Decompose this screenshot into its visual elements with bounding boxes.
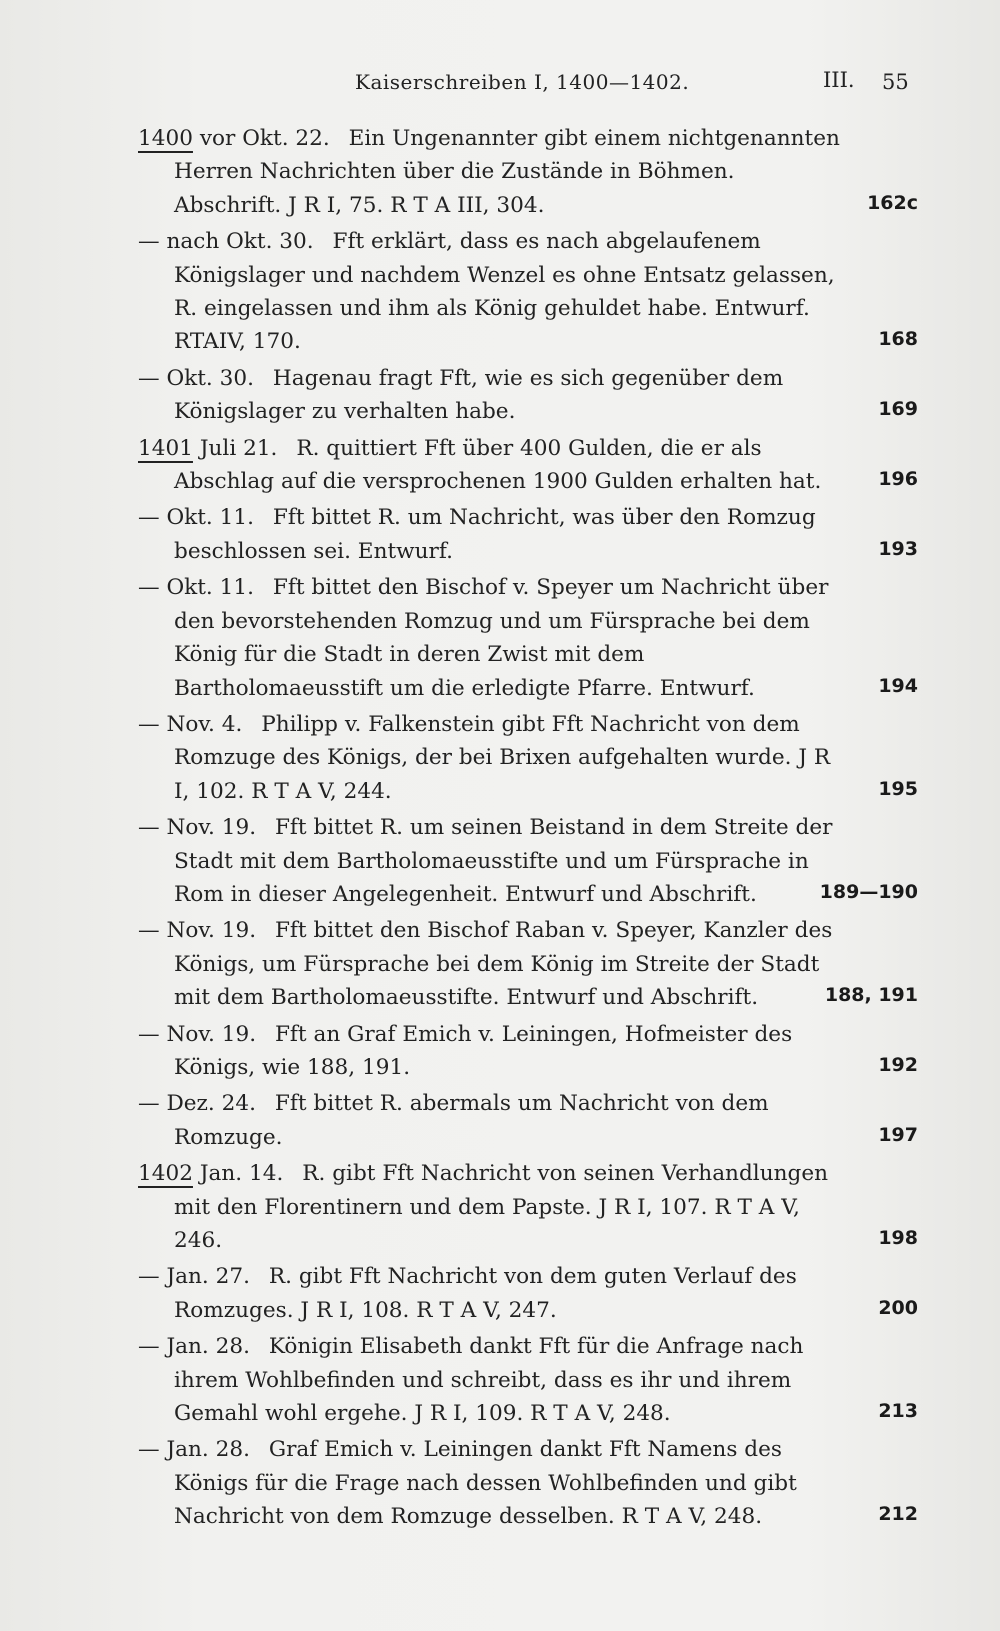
entry-text: Fft bittet R. um Nachricht, was über den Romzug beschlossen sei. Entwurf. — [174, 505, 816, 564]
entry-number: 169 — [878, 398, 918, 421]
entry-date: — Nov. 19. — [138, 1021, 257, 1047]
entry-text: Königin Elisabeth dankt Fft für die Anfrage nach ihrem Wohlbefinden und schreibt, dass es ihr und ihrem Gemahl wohl ergehe. J R I, 109. R T A V, 248. — [174, 1334, 804, 1427]
regest-entry — [138, 1018, 918, 1085]
entry-text: Fft an Graf Emich v. Leiningen, Hofmeister des Königs, wie 188, 191. — [174, 1021, 793, 1080]
regest-entry — [138, 1260, 918, 1327]
entry-text: R. quittiert Fft über 400 Gulden, die er als Abschlag auf die versprochenen 1900 Gulden erhalten hat. — [174, 435, 822, 495]
entry-date: vor Okt. 22. — [199, 126, 330, 151]
entry-number: 195 — [878, 777, 918, 800]
entry-number: 168 — [878, 328, 918, 351]
entry-number: 196 — [878, 468, 918, 491]
entry-number: 198 — [878, 1227, 918, 1249]
regest-entry — [138, 708, 918, 808]
entry-year: 1402 — [138, 1161, 193, 1187]
entry-text: Fft erklärt, dass es nach abgelaufenem Königslager und nachdem Wenzel es ohne Entsatz gelassen, R. eingelassen und ihm als König gehuldet habe. Entwurf. RTAIV, 170. — [174, 229, 835, 355]
entry-date: — Okt. 11. — [138, 575, 254, 601]
regest-entry — [138, 501, 918, 568]
entry-text: R. gibt Fft Nachricht von seinen Verhandlungen mit den Florentinern und dem Papste. J R I, 107. R T A V, 246. — [174, 1161, 829, 1253]
entry-text: Hagenau fragt Fft, wie es sich gegenüber dem Königslager zu verhalten habe. — [174, 365, 784, 425]
regest-entry — [138, 811, 918, 911]
regest-entry — [138, 432, 918, 499]
entry-date: Juli 21. — [199, 435, 278, 461]
entry-date: — Jan. 27. — [138, 1264, 250, 1290]
regest-entry — [138, 1087, 918, 1154]
entry-number: 213 — [878, 1400, 918, 1423]
entry-date: — Jan. 28. — [138, 1437, 250, 1463]
entry-date: — Jan. 28. — [138, 1334, 250, 1360]
regest-entry — [138, 225, 918, 359]
entry-number: 212 — [878, 1503, 918, 1526]
entry-text: Fft bittet den Bischof v. Speyer um Nachricht über den bevorstehenden Romzug und um Fürsprache bei dem König für die Stadt in deren Zwist mit dem Bartholomaeusstift um die erledigte Pfarre. Entwurf. — [174, 575, 829, 701]
regest-entry — [138, 122, 918, 222]
regest-entry — [138, 914, 918, 1014]
entry-number: 188, 191 — [824, 984, 918, 1007]
entry-text: Graf Emich v. Leiningen dankt Fft Namens des Königs für die Frage nach dessen Wohlbefinden und gibt Nachricht von dem Romzuge desselben. R T A V, 248. — [174, 1437, 797, 1530]
entry-date: Jan. 14. — [199, 1161, 284, 1187]
entry-year: 1400 — [138, 126, 193, 151]
entry-number: 200 — [878, 1296, 918, 1319]
entry-date: — Nov. 4. — [138, 711, 243, 737]
entry-number: 197 — [878, 1123, 918, 1146]
entry-text: Fft bittet R. um seinen Beistand in dem Streite der Stadt mit dem Bartholomaeusstifte und um Fürsprache in Rom in dieser Angelegenheit. Entwurf und Abschrift. — [174, 815, 833, 907]
regest-entry — [138, 362, 918, 429]
chapter-number: III. — [823, 68, 855, 92]
regest-list — [138, 122, 918, 1537]
entry-date: — Okt. 30. — [138, 365, 254, 391]
entry-text: Ein Ungenannter gibt einem nichtgenannten Herren Nachrichten über die Zustände in Böhmen. Abschrift. J R I, 75. R T A III, 304. — [174, 126, 840, 218]
entry-number: 162c — [867, 191, 918, 214]
entry-number: 189—190 — [819, 880, 918, 903]
entry-text: R. gibt Fft Nachricht von dem guten Verlauf des Romzuges. J R I, 108. R T A V, 247. — [174, 1264, 797, 1323]
entry-number: 193 — [878, 537, 918, 560]
page-number: 55 — [882, 70, 909, 94]
entry-text: Philipp v. Falkenstein gibt Fft Nachricht von dem Romzuge des Königs, der bei Brixen aufgehalten wurde. J R I, 102. R T A V, 244. — [174, 711, 831, 804]
regest-entry — [138, 571, 918, 705]
entry-text: Fft bittet R. abermals um Nachricht von dem Romzuge. — [174, 1091, 769, 1150]
entry-date: — Nov. 19. — [138, 918, 257, 944]
running-title: Kaiserschreiben I, 1400—1402. — [355, 70, 690, 94]
entry-number: 194 — [878, 674, 918, 697]
entry-date: — Nov. 19. — [138, 815, 257, 841]
entry-date: — nach Okt. 30. — [138, 229, 314, 255]
regest-entry — [138, 1157, 918, 1257]
entry-number: 192 — [878, 1053, 918, 1076]
entry-date: — Okt. 11. — [138, 505, 254, 531]
entry-text: Fft bittet den Bischof Raban v. Speyer, Kanzler des Königs, um Fürsprache bei dem König im Streite der Stadt mit dem Bartholomaeusstifte. Entwurf und Abschrift. — [174, 918, 833, 1011]
entry-year: 1401 — [138, 435, 193, 461]
regest-entry — [138, 1433, 918, 1533]
entry-date: — Dez. 24. — [138, 1091, 256, 1117]
regest-entry — [138, 1330, 918, 1430]
